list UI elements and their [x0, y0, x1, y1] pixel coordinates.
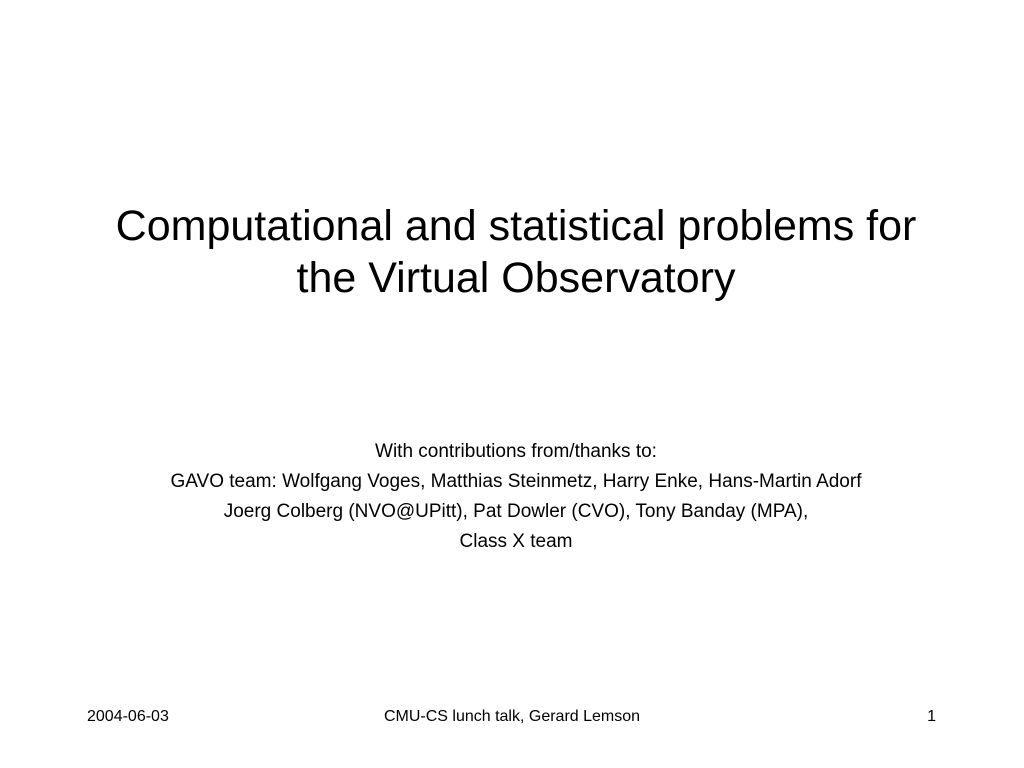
slide-title	[40, 200, 992, 304]
footer-center-text: CMU-CS lunch talk, Gerard Lemson	[383, 708, 641, 725]
footer-page-number: 1	[927, 708, 936, 725]
subtitle-line: With contributions from/thanks to:	[375, 441, 657, 462]
subtitle-line: Joerg Colberg (NVO@UPitt), Pat Dowler (CVO), Tony Banday (MPA),	[223, 501, 809, 522]
subtitle-line: Class X team	[459, 531, 573, 552]
slide-title-line: the Virtual Observatory	[296, 254, 736, 302]
footer-date: 2004-06-03	[87, 708, 169, 725]
slide-subtitle	[40, 437, 992, 557]
subtitle-line: GAVO team: Wolfgang Voges, Matthias Steinmetz, Harry Enke, Hans-Martin Adorf	[170, 471, 862, 492]
slide-title-line: Computational and statistical problems for	[115, 202, 917, 250]
